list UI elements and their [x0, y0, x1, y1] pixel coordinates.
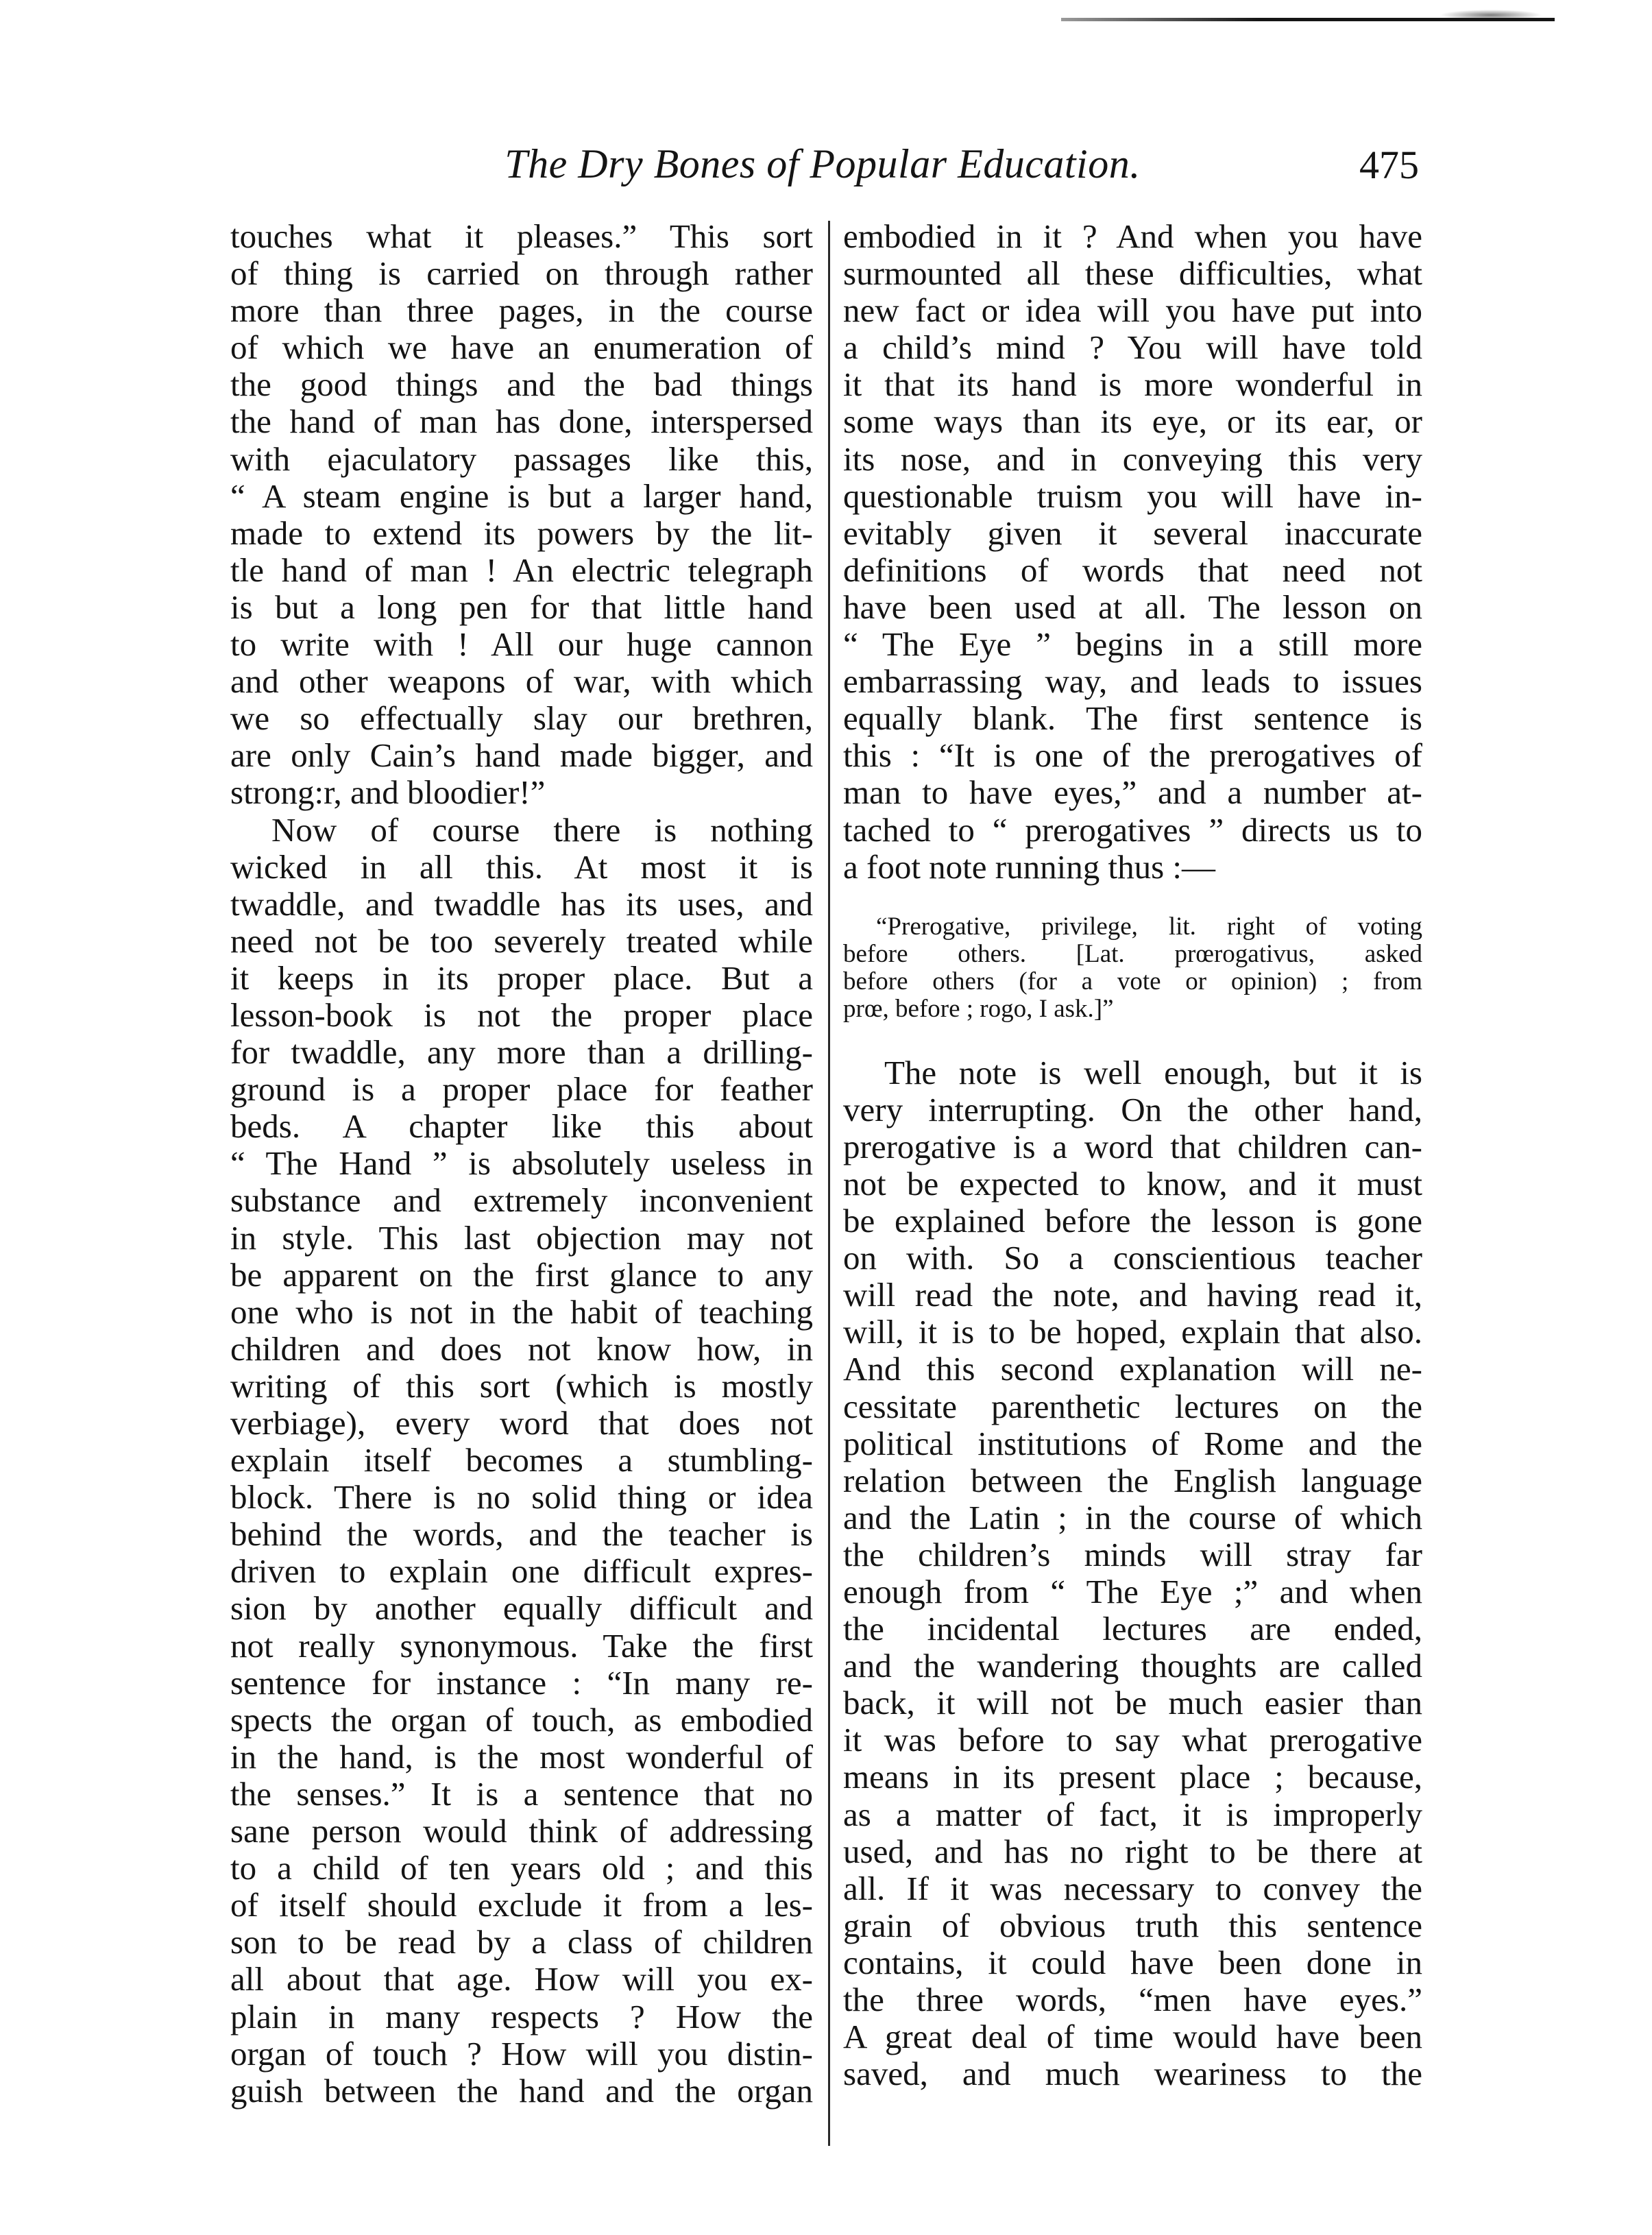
- text-line: in style. This last objection may not: [230, 1218, 813, 1257]
- text-line: block. There is no solid thing or idea: [230, 1478, 813, 1517]
- text-line: And this second explanation will ne-: [843, 1350, 1422, 1388]
- text-line: sentence for instance : “In many re-: [230, 1663, 813, 1702]
- text-line: and the Latin ; in the course of which: [843, 1498, 1422, 1536]
- text-line: “ The Hand ” is absolutely useless in: [230, 1144, 813, 1183]
- text-line: beds. A chapter like this about: [230, 1107, 813, 1146]
- text-line: be apparent on the first glance to any: [230, 1255, 813, 1294]
- text-line: substance and extremely inconvenient: [230, 1181, 813, 1220]
- text-line: have been used at all. The lesson on: [843, 588, 1422, 626]
- text-line: with ejaculatory passages like this,: [230, 439, 813, 478]
- footnote-line: before others (for a vote or opinion) ; from: [843, 967, 1422, 995]
- text-line: the incidental lectures are ended,: [843, 1610, 1422, 1648]
- text-line: the senses.” It is a sentence that no: [230, 1774, 813, 1813]
- text-line: all. If it was necessary to convey the: [843, 1869, 1422, 1907]
- text-line: more than three pages, in the course: [230, 291, 813, 330]
- text-line: are only Cain’s hand made bigger, and: [230, 736, 813, 775]
- text-line: surmounted all these difficulties, what: [843, 254, 1422, 293]
- text-line: man to have eyes,” and a number at-: [843, 773, 1422, 812]
- text-line: The note is well enough, but it is: [884, 1053, 1422, 1091]
- text-line: back, it will not be much easier than: [843, 1684, 1422, 1722]
- text-line: not really synonymous. Take the first: [230, 1626, 813, 1665]
- column-rule: [828, 221, 830, 2146]
- text-line: to a child of ten years old ; and this: [230, 1849, 813, 1887]
- text-line: guish between the hand and the organ: [230, 2071, 813, 2110]
- ink-smudge: [1440, 10, 1542, 21]
- text-line: used, and has no right to be there at: [843, 1832, 1422, 1870]
- text-line: to write with ! All our huge cannon: [230, 625, 813, 664]
- text-line: very interrupting. On the other hand,: [843, 1090, 1422, 1128]
- text-line: it that its hand is more wonderful in: [843, 365, 1422, 404]
- text-line: contains, it could have been done in: [843, 1943, 1422, 1981]
- text-line: of thing is carried on through rather: [230, 254, 813, 293]
- text-line: will, it is to be hoped, explain that also.: [843, 1313, 1422, 1351]
- left-column: [230, 218, 813, 2110]
- text-line: sane person would think of addressing: [230, 1812, 813, 1850]
- text-line: lesson-book is not the proper place: [230, 995, 813, 1034]
- text-line: touches what it pleases.” This sort: [230, 217, 813, 255]
- text-line: of which we have an enumeration of: [230, 328, 813, 367]
- text-line: grain of obvious truth this sentence: [843, 1906, 1422, 1944]
- text-line: be explained before the lesson is gone: [843, 1202, 1422, 1240]
- text-line: need not be too severely treated while: [230, 921, 813, 960]
- right-column-bottom-text: [843, 1054, 1422, 2093]
- text-line: not be expected to know, and it must: [843, 1164, 1422, 1203]
- text-line: some ways than its eye, or its ear, or: [843, 402, 1422, 441]
- text-line: writing of this sort (which is mostly: [230, 1366, 813, 1405]
- text-line: children and does not know how, in: [230, 1329, 813, 1368]
- text-line: sion by another equally difficult and: [230, 1589, 813, 1628]
- running-head: [0, 137, 1652, 199]
- text-line: the three words, “men have eyes.”: [843, 1981, 1422, 2019]
- text-line: the children’s minds will stray far: [843, 1535, 1422, 1573]
- text-line: for twaddle, any more than a drilling-: [230, 1033, 813, 1072]
- text-line: its nose, and in conveying this very: [843, 439, 1422, 478]
- text-line: behind the words, and the teacher is: [230, 1515, 813, 1554]
- footnote-line: prœ, before ; rogo, I ask.]”: [843, 994, 1114, 1023]
- text-line: a child’s mind ? You will have told: [843, 328, 1422, 367]
- text-line: cessitate parenthetic lectures on the: [843, 1387, 1422, 1425]
- text-line: enough from “ The Eye ;” and when: [843, 1573, 1422, 1610]
- text-line: political institutions of Rome and the: [843, 1424, 1422, 1462]
- text-line: tached to “ prerogatives ” directs us to: [843, 810, 1422, 849]
- text-line: evitably given it several inaccurate: [843, 514, 1422, 552]
- text-line: the good things and the bad things: [230, 365, 813, 404]
- text-line: explain itself becomes a stumbling-: [230, 1441, 813, 1479]
- text-line: we so effectually slay our brethren,: [230, 699, 813, 738]
- text-line: in the hand, is the most wonderful of: [230, 1737, 813, 1776]
- text-line: equally blank. The first sentence is: [843, 699, 1422, 738]
- running-title: The Dry Bones of Popular Education.: [505, 141, 1141, 186]
- text-line: questionable truism you will have in-: [843, 476, 1422, 515]
- text-line: of itself should exclude it from a les-: [230, 1886, 813, 1924]
- text-line: this : “It is one of the prerogatives of: [843, 736, 1422, 775]
- text-line: “ The Eye ” begins in a still more: [843, 625, 1422, 664]
- text-line: it keeps in its proper place. But a: [230, 958, 813, 997]
- footnote-line: before others. [Lat. prœrogativus, asked: [843, 939, 1422, 968]
- page-number: 475: [1359, 143, 1419, 187]
- text-line: strong:r, and bloodier!”: [230, 773, 546, 812]
- text-line: son to be read by a class of children: [230, 1923, 813, 1961]
- text-line: organ of touch ? How will you distin-: [230, 2034, 813, 2073]
- text-line: ground is a proper place for feather: [230, 1070, 813, 1109]
- text-line: verbiage), every word that does not: [230, 1404, 813, 1442]
- footnote: [843, 913, 1422, 1023]
- footnote-line: “Prerogative, privilege, lit. right of voting: [876, 912, 1422, 941]
- text-line: saved, and much weariness to the: [843, 2055, 1422, 2093]
- text-line: the hand of man has done, interspersed: [230, 402, 813, 441]
- text-line: wicked in all this. At most it is: [230, 847, 813, 886]
- text-line: twaddle, and twaddle has its uses, and: [230, 884, 813, 923]
- text-line: prerogative is a word that children can-: [843, 1127, 1422, 1165]
- text-line: a foot note running thus :—: [843, 847, 1216, 886]
- text-line: relation between the English language: [843, 1461, 1422, 1499]
- text-line: all about that age. How will you ex-: [230, 1960, 813, 1998]
- text-line: new fact or idea will you have put into: [843, 291, 1422, 330]
- text-line: A great deal of time would have been: [843, 2018, 1422, 2056]
- text-line: will read the note, and having read it,: [843, 1276, 1422, 1314]
- text-line: tle hand of man ! An electric telegraph: [230, 551, 813, 589]
- text-line: spects the organ of touch, as embodied: [230, 1700, 813, 1739]
- text-line: is but a long pen for that little hand: [230, 588, 813, 626]
- text-line: “ A steam engine is but a larger hand,: [230, 476, 813, 515]
- text-line: and other weapons of war, with which: [230, 662, 813, 701]
- text-line: Now of course there is nothing: [271, 810, 813, 849]
- right-column: [843, 218, 1422, 2092]
- text-line: as a matter of fact, it is improperly: [843, 1795, 1422, 1833]
- text-line: one who is not in the habit of teaching: [230, 1292, 813, 1331]
- text-line: embodied in it ? And when you have: [843, 217, 1422, 255]
- text-line: it was before to say what prerogative: [843, 1721, 1422, 1759]
- text-line: driven to explain one difficult expres-: [230, 1552, 813, 1591]
- text-line: on with. So a conscientious teacher: [843, 1239, 1422, 1277]
- text-line: definitions of words that need not: [843, 551, 1422, 589]
- text-line: plain in many respects ? How the: [230, 1997, 813, 2035]
- text-line: means in its present place ; because,: [843, 1758, 1422, 1796]
- text-line: and the wandering thoughts are called: [843, 1647, 1422, 1685]
- text-line: embarrassing way, and leads to issues: [843, 662, 1422, 701]
- right-column-top-text: [843, 218, 1422, 886]
- text-line: made to extend its powers by the lit-: [230, 514, 813, 552]
